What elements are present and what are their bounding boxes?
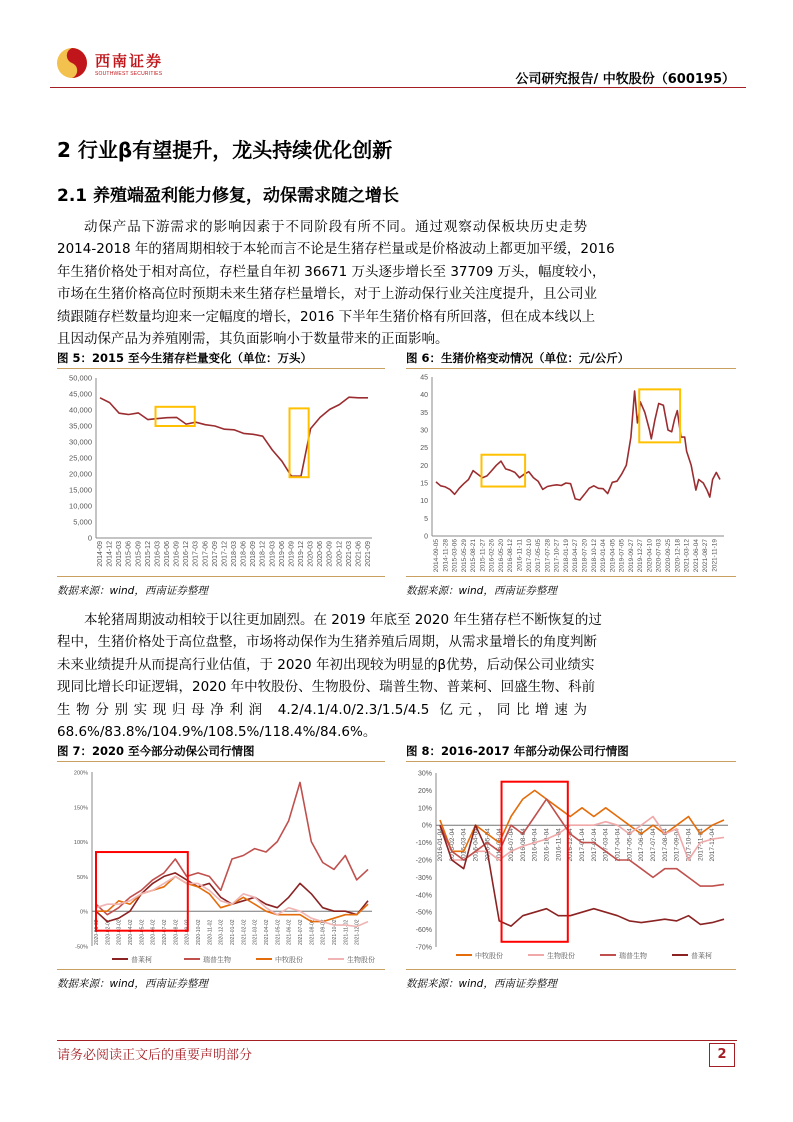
x-tick-label: 2020-11-02 [207, 919, 214, 945]
y-tick-label: 45,000 [69, 389, 92, 399]
y-tick-label: 25 [420, 445, 428, 453]
text-line: 本轮猪周期波动相较于以往更加剧烈。在 2019 年底至 2020 年生猪存栏不断恢复的过 [84, 612, 602, 628]
legend-label: 生物股份 [547, 953, 575, 960]
y-tick-label: 10,000 [69, 501, 92, 511]
y-tick-label: -50% [75, 944, 88, 951]
x-tick-label: 2020-09 [326, 541, 334, 567]
series-line-1 [436, 391, 720, 500]
x-tick-label: 2016-04-04 [472, 828, 480, 862]
x-tick-label: 2016-09-04 [531, 828, 539, 862]
chart-bottom-rule [406, 969, 736, 970]
x-tick-label: 2016-05-20 [497, 539, 505, 573]
footer-divider [57, 1040, 737, 1041]
x-tick-label: 2020-12-02 [218, 919, 225, 945]
text-line: 且因动保产品为养殖刚需，其负面影响小于数量带来的正面影响。 [57, 330, 449, 347]
x-tick-label: 2019-04-05 [609, 539, 617, 573]
text-line: 年生猪价格处于相对高位，存栏量自年初 36671 万头逐步增长至 37709 万头，幅度较小， [57, 263, 606, 280]
y-tick-label: 5 [424, 515, 428, 523]
text-line: 生物分别实现归母净利润 4.2/4.1/4.0/2.3/1.5/4.5 亿元，同比增速为 [57, 701, 587, 718]
highlight-box [290, 408, 309, 477]
y-tick-label: 0% [421, 822, 432, 830]
x-tick-label: 2015-06 [125, 541, 133, 567]
x-tick-label: 2020-05-02 [139, 919, 146, 945]
y-tick-label: 25,000 [69, 453, 92, 463]
x-tick-label: 2017-03-04 [602, 828, 610, 862]
caption-rule [406, 761, 736, 762]
x-tick-label: 2017-07-28 [544, 539, 552, 573]
y-tick-label: 50,000 [69, 373, 92, 383]
figure-5-chart [50, 372, 385, 577]
x-tick-label: 2020-06-02 [150, 919, 157, 945]
y-tick-label: 150% [73, 805, 88, 812]
x-tick-label: 2017-01-04 [579, 828, 586, 862]
x-tick-label: 2014-12 [106, 541, 114, 567]
x-tick-label: 2016-11-11 [516, 539, 524, 572]
header-divider [50, 87, 746, 88]
x-tick-label: 2019-06 [278, 541, 286, 567]
highlight-box [481, 455, 525, 487]
x-tick-label: 2020-03-02 [116, 919, 123, 945]
x-tick-label: 2015-05-29 [460, 539, 468, 573]
caption-rule [57, 368, 385, 369]
y-tick-label: 10 [420, 498, 428, 506]
legend-label: 中牧股份 [475, 953, 503, 960]
chart-bottom-rule [406, 576, 736, 577]
x-tick-label: 2018-12 [259, 541, 267, 567]
figure-7-chart [50, 765, 385, 970]
x-tick-label: 2021-09 [365, 541, 372, 567]
paragraph-2 [57, 609, 602, 743]
x-tick-label: 2021-03 [345, 541, 353, 567]
y-tick-label: -40% [415, 892, 432, 900]
text-line: 2014-2018 年的猪周期相较于本轮而言不论是生猪存栏量或是价格波动上都更加平缓，2016 [57, 241, 615, 258]
x-tick-label: 2017-10-27 [553, 539, 561, 573]
x-tick-label: 2021-10-02 [332, 919, 338, 945]
y-tick-label: 20 [420, 462, 428, 470]
y-tick-label: 30 [420, 427, 428, 435]
x-tick-label: 2021-11-19 [711, 539, 719, 572]
page-number: 2 [709, 1043, 735, 1067]
y-tick-label: -50% [415, 909, 432, 917]
series-line-1 [100, 397, 368, 476]
x-tick-label: 2014-11-28 [442, 539, 450, 572]
x-tick-label: 2015-03-06 [451, 539, 459, 573]
figure-6-chart [400, 372, 736, 577]
x-tick-label: 2017-08-04 [661, 828, 669, 862]
report-title: 公司研究报告/ 中牧股份（600195） [515, 72, 735, 87]
x-tick-label: 2016-06-04 [496, 828, 504, 862]
company-logo [55, 46, 175, 82]
x-tick-label: 2015-08-21 [470, 539, 478, 573]
x-tick-label: 2016-03 [154, 541, 162, 567]
x-tick-label: 2017-02-10 [525, 539, 533, 573]
x-tick-label: 2016-01-04 [437, 828, 444, 862]
x-tick-label: 2016-09 [173, 541, 181, 567]
x-tick-label: 2016-06 [164, 541, 171, 567]
x-tick-label: 2021-03-02 [252, 919, 259, 945]
x-tick-label: 2019-09-27 [627, 539, 635, 573]
figure-5-source: 数据来源：wind，西南证券整理 [57, 585, 208, 597]
figure-7-source: 数据来源：wind，西南证券整理 [57, 978, 208, 990]
x-tick-label: 2019-12-27 [637, 539, 645, 573]
x-tick-label: 2018-01-19 [562, 539, 570, 573]
y-tick-label: 20% [417, 787, 432, 795]
x-tick-label: 2016-12 [183, 541, 191, 567]
x-tick-label: 2021-09-02 [320, 919, 327, 945]
legend-label: 普莱柯 [131, 957, 152, 964]
x-tick-label: 2016-05-04 [484, 828, 492, 862]
y-tick-label: 35,000 [69, 421, 92, 431]
x-tick-label: 2016-03-04 [460, 828, 468, 862]
x-tick-label: 2020-12-18 [674, 539, 682, 573]
x-tick-label: 2016-02-04 [448, 828, 456, 862]
legend-label: 瑞普生物 [203, 957, 231, 964]
logo-emblem-icon [55, 46, 89, 80]
x-tick-label: 2020-09-25 [665, 539, 673, 573]
x-tick-label: 2020-09-02 [184, 919, 191, 945]
x-tick-label: 2018-10-12 [590, 539, 598, 573]
x-tick-label: 2016-11-04 [555, 828, 563, 861]
x-tick-label: 2015-03 [116, 541, 124, 567]
paragraph-1 [57, 216, 615, 350]
y-tick-label: 100% [73, 840, 88, 847]
y-tick-label: 0 [87, 533, 92, 543]
y-tick-label: 10% [417, 805, 432, 813]
x-tick-label: 2017-03 [192, 541, 200, 567]
y-tick-label: 45 [420, 374, 428, 382]
y-tick-label: 40 [420, 392, 428, 400]
figure-8-chart [400, 765, 736, 970]
text-line: 程中，生猪价格处于高位盘整，市场将动保作为生猪养殖后周期，从需求量增长的角度判断 [57, 634, 597, 651]
figure-6-caption: 图 6：生猪价格变动情况（单位：元/公斤） [406, 351, 630, 365]
x-tick-label: 2021-08-27 [702, 539, 710, 573]
x-tick-label: 2020-06 [317, 541, 325, 567]
chart-bottom-rule [57, 969, 385, 970]
caption-rule [57, 761, 385, 762]
y-tick-label: 30,000 [69, 437, 92, 447]
y-tick-label: -10% [415, 840, 432, 848]
x-tick-label: 2016-12-04 [567, 828, 575, 862]
y-tick-label: 5,000 [73, 517, 92, 527]
x-tick-label: 2020-02-02 [105, 919, 112, 945]
x-tick-label: 2019-01-04 [600, 539, 608, 573]
legend-label: 中牧股份 [275, 957, 303, 964]
chart-bottom-rule [57, 576, 385, 577]
x-tick-label: 2017-10-04 [685, 828, 693, 862]
text-line: 68.6%/83.8%/104.9%/108.5%/118.4%/84.6%。 [57, 723, 377, 740]
x-tick-label: 2017-12-04 [709, 828, 717, 862]
x-tick-label: 2019-12 [298, 541, 305, 567]
text-line: 动保产品下游需求的影响因素于不同阶段有所不同。通过观察动保板块历史走势 [84, 219, 587, 235]
x-tick-label: 2020-07-03 [655, 539, 663, 573]
x-tick-label: 2017-09-04 [673, 828, 681, 862]
subsection-heading: 2.1 养殖端盈利能力修复，动保需求随之增长 [57, 186, 400, 206]
x-tick-label: 2020-12 [336, 541, 344, 567]
series-line-2 [96, 782, 368, 914]
text-line: 现同比增长印证逻辑，2020 年中牧股份、生物股份、瑞普生物、普莱柯、回盛生物、科前 [57, 679, 596, 696]
caption-rule [406, 368, 736, 369]
text-line: 未来业绩提升从而提高行业估值，于 2020 年初出现较为明显的β优势，后动保公司业绩实 [57, 656, 595, 673]
x-tick-label: 2017-06-04 [638, 828, 646, 862]
x-tick-label: 2017-05-04 [626, 828, 634, 862]
y-tick-label: 15,000 [69, 485, 92, 495]
logo-english-name: SOUTHWEST SECURITIES [95, 71, 163, 77]
x-tick-label: 2016-07-04 [508, 828, 515, 862]
x-tick-label: 2020-10-02 [196, 919, 202, 945]
figure-6-source: 数据来源：wind，西南证券整理 [406, 585, 557, 597]
x-tick-label: 2017-11-04 [697, 828, 705, 861]
y-tick-label: 35 [420, 409, 428, 417]
x-tick-label: 2018-06 [240, 541, 248, 567]
x-tick-label: 2016-02-26 [488, 539, 496, 573]
x-tick-label: 2018-09 [250, 541, 258, 567]
series-line-3 [96, 876, 368, 921]
x-tick-label: 2020-03 [307, 541, 315, 567]
figure-7-caption: 图 7：2020 至今部分动保公司行情图 [57, 744, 255, 758]
x-tick-label: 2019-09 [288, 541, 296, 567]
y-tick-label: -60% [415, 927, 432, 935]
figure-8-source: 数据来源：wind，西南证券整理 [406, 978, 557, 990]
y-tick-label: 200% [73, 770, 88, 777]
y-tick-label: -20% [415, 857, 432, 865]
x-tick-label: 2020-08-02 [173, 919, 180, 945]
x-tick-label: 2021-01-02 [230, 919, 236, 945]
x-tick-label: 2020-07-02 [162, 919, 168, 945]
x-tick-label: 2014-09-05 [433, 539, 440, 573]
x-tick-label: 2017-06 [202, 541, 210, 567]
logo-chinese-name: 西南证券 [95, 52, 164, 70]
y-tick-label: 0 [424, 533, 428, 541]
x-tick-label: 2020-04-02 [128, 919, 134, 945]
x-tick-label: 2019-03 [269, 541, 277, 567]
x-tick-label: 2016-10-04 [543, 828, 551, 862]
y-tick-label: 15 [420, 480, 428, 488]
x-tick-label: 2017-04-04 [614, 828, 622, 862]
x-tick-label: 2015-09 [135, 541, 143, 567]
x-tick-label: 2016-08-12 [507, 539, 515, 573]
x-tick-label: 2018-04-27 [572, 539, 580, 573]
x-tick-label: 2014-09 [97, 541, 104, 567]
x-tick-label: 2015-11-27 [479, 539, 487, 572]
x-tick-label: 2017-05-05 [535, 539, 543, 573]
figure-5-caption: 图 5：2015 至今生猪存栏量变化（单位：万头） [57, 351, 313, 365]
y-tick-label: -30% [415, 874, 432, 882]
figure-8-caption: 图 8：2016-2017 年部分动保公司行情图 [406, 744, 629, 758]
x-tick-label: 2021-11-02 [343, 919, 350, 945]
x-tick-label: 2021-06 [355, 541, 363, 567]
text-line: 绩跟随存栏数量均迎来一定幅度的增长，2016 下半年生猪价格有所回落，但在成本线以上 [57, 308, 596, 325]
x-tick-label: 2019-07-05 [618, 539, 626, 573]
x-tick-label: 2021-07-02 [298, 919, 304, 945]
x-tick-label: 2021-04-02 [264, 919, 270, 945]
x-tick-label: 2017-12 [221, 541, 229, 567]
section-heading: 2 行业β有望提升，龙头持续优化创新 [57, 138, 393, 162]
x-tick-label: 2016-08-04 [519, 828, 527, 862]
x-tick-label: 2017-07-04 [650, 828, 657, 862]
y-tick-label: 30% [417, 770, 432, 778]
x-tick-label: 2021-12-02 [354, 919, 361, 945]
x-tick-label: 2018-03 [231, 541, 238, 567]
x-tick-label: 2020-01-02 [94, 919, 100, 945]
x-tick-label: 2021-08-02 [309, 919, 316, 945]
x-tick-label: 2020-04-10 [646, 539, 654, 573]
highlight-box [96, 852, 188, 931]
y-tick-label: 20,000 [69, 469, 92, 479]
x-tick-label: 2017-09 [211, 541, 219, 567]
x-tick-label: 2021-05-02 [275, 919, 282, 945]
y-tick-label: 0% [80, 909, 88, 916]
x-tick-label: 2017-02-04 [590, 828, 598, 862]
y-tick-label: 50% [76, 874, 88, 881]
x-tick-label: 2021-06-02 [286, 919, 293, 945]
text-line: 市场在生猪价格高位时预期未来生猪存栏量增长，对于上游动保行业关注度提升，且公司业 [57, 286, 597, 303]
x-tick-label: 2021-03-12 [683, 539, 691, 573]
x-tick-label: 2018-07-20 [581, 539, 589, 573]
legend-label: 生物股份 [347, 957, 375, 964]
legend-label: 普莱柯 [691, 953, 712, 960]
x-tick-label: 2021-02-02 [241, 919, 248, 945]
y-tick-label: 40,000 [69, 405, 92, 415]
footer-disclaimer: 请务必阅读正文后的重要声明部分 [57, 1048, 253, 1063]
legend-label: 瑞普生物 [619, 953, 647, 960]
x-tick-label: 2021-06-04 [692, 539, 700, 573]
y-tick-label: -70% [415, 944, 432, 952]
x-tick-label: 2015-12 [144, 541, 152, 567]
